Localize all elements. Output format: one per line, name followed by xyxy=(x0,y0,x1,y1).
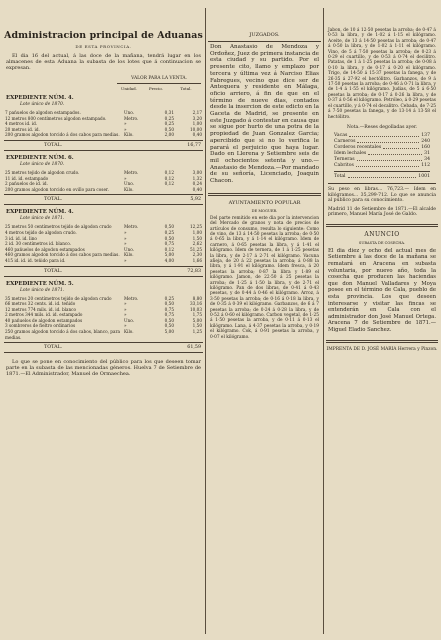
cell-unit: Kilo. xyxy=(124,252,134,258)
left-column xyxy=(4,0,203,640)
cell-desc: 4 metros id. id. xyxy=(5,121,38,127)
total-value: 5,92 xyxy=(190,197,201,203)
cell-total: 1,50 xyxy=(192,235,202,241)
peso-text: Su peso en libras... 76,723.— Idem en kilógramos... 35,299·712. Lo que se anuncia al público para su conocimiento. xyxy=(328,186,436,204)
imprenta-footer: IMPRENTA DE D. JOSÉ MARIA Herrera y Pinzon. xyxy=(326,346,438,352)
cell-total: 12,25 xyxy=(190,224,202,230)
cell-desc: 415 id. id. id. teñido para id. xyxy=(5,257,66,263)
expediente-lote: Lote único de 1871. xyxy=(20,216,65,222)
closing-paragraph: Lo que se pone en conocimiento del público para los que deseen tomar parte en la subasta de las mencionadas géneros. Huelva 7 de Setiembre de 1871.—El Administrador, Manuel de Ormaechea. xyxy=(6,359,201,378)
cell-total: 0,24 xyxy=(192,181,202,187)
cell-price: 0,75 xyxy=(164,241,174,247)
cell-desc: 200 gramos algodon torcido en ovillo para coser. xyxy=(5,186,109,192)
cell-price: 0,12 xyxy=(164,246,174,252)
table-row xyxy=(4,187,203,193)
main-title: Administracion principal de Aduanas xyxy=(4,30,203,41)
cell-desc: 3 sombreros de fieltro ordinarios xyxy=(5,323,76,329)
cell-price xyxy=(147,187,175,193)
cell-desc: 35 metros 20 centímetros tejido de algodon crudo xyxy=(5,295,112,301)
cell-price: 4,00 xyxy=(164,257,174,263)
cell-desc: 3 id. id. id. lino xyxy=(5,235,37,241)
prices-text: Jabon, de 10 á 12·50 pesetas la arroba; de 0·47 á 0·53 la libra, y de 1·02 á 1·15 el kilógramo. Aceite, de 13 á 14·50 pesetas la arroba; de 0·47 á 0·50 la libra, y de 1·02 á 1·11 el kilógramo. Vino, de 5 á 7·50 pesetas la arroba; de 0·23 á 0·29 el cuartillo, y de 0·53 á 0·74 el decilitro. Patatas, de 1 á 1·25 pesetas la arroba; de 0·08 á 0·10 la libra, y de 0·17 á 0·20 el kilógramo. Trigo, de 14·50 á 15·37 pesetas la fanega, y de 26·35 á 27·92 el hectólitro. Garbanzos, de 9 á 17·50 pesetas la arroba; de 0·46 á 0·71 la libra, y de 1·4 á 1·55 el kilógramo. Judias, de 5 á 6·50 pesetas la arroba; de 0·17 á 0·26 la libra, y de 0·37 á 0·56 el kilógramo. Petróleo, á 0·29 pesetas el cuartillo, y á 0·74 el decalitro. Cebada, de 7·25 á 7·50 pesetas la fanega, y de 13·14 á 13·58 el hectólitro. xyxy=(328,28,436,120)
cell-unit: Metro. xyxy=(124,224,139,230)
reses-value: 240 xyxy=(421,138,430,144)
reses-label: Terneras xyxy=(334,156,355,162)
cell-desc: 250 gramos algodon torcido á dos cabos, blanco, para medias. xyxy=(5,329,120,340)
cell-unit: » xyxy=(124,229,127,235)
cell-unit: » xyxy=(124,235,127,241)
cell-total: 1,00 xyxy=(192,121,202,127)
reses-value: 34 xyxy=(424,156,430,162)
expediente-heading: EXPEDIENTE NÚM. 5. xyxy=(6,280,74,287)
cell-total: 2,17 xyxy=(192,110,202,115)
total-value: 16,77 xyxy=(187,142,201,148)
reses-label: Vacas xyxy=(334,132,348,138)
cell-price: 0,12 xyxy=(164,175,174,181)
cell-desc: 11 id. id. estampado xyxy=(5,175,49,181)
cell-price: 0,12 xyxy=(164,181,174,187)
juzgados-text: Don Anastasio de Mendoza y Ordoñez, Juez de primera instancia de esta ciudad y su partido. Por el presente cito, llamo y emplazo por tercera y última vez á Narciso Elias Fabregues, vecino que dice ser de Antequera y residente en Málaga, oficio arriero, á fin de que en el término de nueve dias, contados desde la insercion de este edicto en la Gaceta de Madrid, se presente en este Juzgado á contestar en causa que se sigue por hurto de una potra de la propiedad de Juan Gonzalez Garcia; apercibido que si no lo verifica le parará el perjuicio que haya lugar. Dado en Llerena y Setiembre seis de mil ochocientos setenta y uno.—Anastasio de Mendoza.—Por mandado de su señoría, Licenciado, Joaquin Chacon. xyxy=(210,44,319,185)
reses-total-value: 1001 xyxy=(418,173,430,179)
main-subtitle: DE ESTA PROVINCIA. xyxy=(75,44,132,49)
valor-header-row xyxy=(6,76,201,91)
cell-price: 0,75 xyxy=(164,312,174,318)
cell-unit: Kilo. xyxy=(124,132,134,138)
peso-signature: Madrid 11 de Setiembre de 1871.—El alcalde primero, Manuel María José de Galdo. xyxy=(328,206,436,218)
table-row xyxy=(4,132,203,138)
cell-total: 0,40 xyxy=(192,186,202,192)
cell-desc: 2 id. 30 centímetros id. blanco. xyxy=(5,241,72,247)
expediente-block xyxy=(4,155,203,205)
cell-unit: Uno. xyxy=(124,181,135,187)
cell-price: 0,25 xyxy=(164,121,174,127)
expediente-table xyxy=(4,224,203,263)
cell-total: 1,75 xyxy=(192,312,202,318)
cell-price: 0,50 xyxy=(164,323,174,329)
cell-price: 0,25 xyxy=(164,115,174,121)
cell-desc: 4 metros tejido de algodon crudo. xyxy=(5,229,77,235)
cell-desc: 2 pañuelos de id. id. xyxy=(5,181,48,187)
cell-price: 0,12 xyxy=(164,169,174,175)
col-total: Total. xyxy=(180,86,192,91)
cell-price: 0,50 xyxy=(164,126,174,132)
expediente-lote: Lote único de 1871. xyxy=(20,287,65,293)
cell-desc: 200 gramos algodon torcido á dos cabos para medias. xyxy=(5,132,120,138)
cell-desc: 7 pañuelos de algodon estampados. xyxy=(5,110,81,115)
col-unidad: Unidad. xyxy=(120,86,137,91)
cell-total: 5,00 xyxy=(192,317,202,323)
cell-desc: 12 metros 800 centímetros algodon estampado. xyxy=(5,115,107,121)
cell-desc: 25 metros 50 centímetros tejido de algodon crudo xyxy=(5,224,112,230)
cell-unit: » xyxy=(124,257,127,263)
cell-price: 0,31 xyxy=(164,110,174,115)
total-label: TOTAL. xyxy=(44,142,63,148)
cell-total: 33,16 xyxy=(190,301,202,307)
expediente-block xyxy=(4,281,203,354)
juzgados-title: JUZGADOS. xyxy=(249,32,280,38)
cell-unit: Metro. xyxy=(124,169,139,175)
cell-unit: » xyxy=(124,121,127,127)
total-label: TOTAL. xyxy=(44,197,63,203)
cell-desc: 460 gramos algodon torcido á dos cabos para medias. xyxy=(5,252,120,258)
cell-unit: » xyxy=(124,241,127,247)
cell-total: 0,40 xyxy=(192,132,202,138)
cell-unit: » xyxy=(124,306,127,312)
cell-price: 0,75 xyxy=(164,306,174,312)
cell-unit: » xyxy=(124,126,127,132)
cell-unit: Uno. xyxy=(124,246,135,252)
list-item xyxy=(334,163,430,169)
cell-total: 2,30 xyxy=(192,252,202,258)
cell-unit: » xyxy=(124,301,127,307)
cell-unit: Kilo. xyxy=(124,186,134,192)
total-label: TOTAL. xyxy=(44,268,63,274)
expediente-block xyxy=(4,95,203,151)
total-label: TOTAL. xyxy=(44,345,63,351)
expediente-lote: Lote único de 1870. xyxy=(20,161,65,167)
cell-total: 8,80 xyxy=(192,295,202,301)
reses-value: 112 xyxy=(421,162,430,168)
reses-label: Idem lechales xyxy=(334,150,367,156)
expediente-heading: EXPEDIENTE NÚM. 6. xyxy=(6,154,74,161)
cell-unit: Metro. xyxy=(124,115,139,121)
total-value: 72,83 xyxy=(187,268,201,274)
anuncio-subtitle: SUBASTA DE COSECHA. xyxy=(358,240,406,245)
cell-price: 5,00 xyxy=(164,252,174,258)
cell-unit: Uno. xyxy=(124,110,135,115)
cell-price: 0,50 xyxy=(164,301,174,307)
expediente-lote: Lote único de 1870. xyxy=(20,102,65,107)
reses-label: Carneros xyxy=(334,138,356,144)
expediente-block xyxy=(4,209,203,276)
reses-value: 160 xyxy=(421,144,430,150)
cell-desc: 460 pañuelos de algodon estampados xyxy=(5,246,85,252)
expediente-total-row xyxy=(4,342,203,353)
expediente-heading: EXPEDIENTE NÚM. 4. xyxy=(6,95,74,101)
ayuntamiento-text: Del parte remitido en este dia por la intervencion del Mercado de granos y nota de precios de artículos de consumo, resulta lo siguiente: Como de vino, de 13 á 14·50 pesetas la arroba; de 0·50 á 0·65 la libra, y á 1·14 el kilógramo. Idem de carnero, á 0·65 pesetas la libra, y á 1·41 el kilógramo. Idem de ternera, de 1 á 1·25 pesetas la libra, y de 2·17 á 2·71 el kilógramo. Vacuna añeja, de 20 á 22 pesetas la arroba; á 0·88 la libra, y á 1·91 el kilógramo. Idem fresca, á 20 pesetas la arroba; 0·87 la libra y 1·89 el kilógramo. Jamon, de 22·50 á 25 pesetas la arroba; de 1·25 á 1·50 la libra, y de 2·71 el kilógramo. Pan de dos libras, de 0·41 á 0·43 pesetas, y de 0·44 á 0·46 el kilógramo. Arroz, á 3·50 pesetas la arroba; de 0·16 á 0·18 la libra, y de 0·35 á 0·39 el kilógramo. Garbanzos, de 6 á 7 pesetas la arroba; de 0·24 á 0·28 la libra, y de 0·52 á 0·60 el kilógramo. Carbon vegetal, de 1·25 á 1·50 pesetas la arroba, y de 0·11 á 0·13 el kilógramo. Lana, á 4·37 pesetas la arroba, y 0·19 el kilógramo. Cok, á 0·91 pesetas la arroba, y 0·07 el kilógramo. xyxy=(210,215,319,340)
cell-unit: Metro. xyxy=(124,295,139,301)
cell-unit: Kilo. xyxy=(124,329,134,335)
expediente-total-row xyxy=(4,194,203,205)
cell-total: 10,03 xyxy=(190,306,202,312)
expediente-table xyxy=(4,110,203,138)
col-precio: Precio. xyxy=(148,86,164,91)
expediente-table xyxy=(4,170,203,192)
cell-total: 10,00 xyxy=(190,126,202,132)
expediente-total-row xyxy=(4,140,203,151)
reses-value: 137 xyxy=(421,132,430,138)
reses-total-label: Total xyxy=(334,173,346,179)
column-divider xyxy=(205,8,206,634)
cell-unit: » xyxy=(124,312,127,318)
cell-total: 1,25 xyxy=(192,329,202,335)
cell-price: 2,00 xyxy=(164,132,174,138)
ayuntamiento-subtitle: DE MOGUER. xyxy=(251,208,278,213)
reses-value: 31 xyxy=(424,150,430,156)
cell-price: 0,50 xyxy=(164,235,174,241)
column-divider xyxy=(323,8,324,634)
cell-desc: 40 pañuelos de algodon estampados xyxy=(5,317,83,323)
cell-unit: » xyxy=(124,323,127,329)
middle-column xyxy=(208,0,321,640)
cell-total: 3,20 xyxy=(192,115,202,121)
cell-desc: 25 metros tejido de algodon crudo. xyxy=(5,169,80,175)
cell-total: 3,00 xyxy=(192,169,202,175)
reses-label: Corderos recentales xyxy=(334,144,382,150)
reses-list xyxy=(326,133,438,169)
cell-price: 0,25 xyxy=(164,229,174,235)
cell-price: 0,50 xyxy=(164,224,174,230)
cell-desc: 20 metros id. id. xyxy=(5,126,40,132)
cell-total: 2,62 xyxy=(192,241,202,247)
cell-desc: 12 metros 774 mils. id. id. blanco xyxy=(5,306,77,312)
cell-price: 5,00 xyxy=(164,329,174,335)
reses-title: Nota.—Reses degolladas ayer. xyxy=(346,124,418,130)
expediente-table xyxy=(4,296,203,341)
valor-header: VALOR PARA LA VENTA. xyxy=(131,76,187,81)
cell-total: 1,00 xyxy=(192,229,202,235)
cell-desc: 2 metros 344 mils. id. id. estampado xyxy=(5,312,83,318)
cell-total: 51,25 xyxy=(190,246,202,252)
cell-unit: » xyxy=(124,175,127,181)
expedientes-list xyxy=(4,95,203,353)
cell-total: 1,66 xyxy=(192,257,202,263)
expediente-total-row xyxy=(4,266,203,277)
cell-total: 1,32 xyxy=(192,175,202,181)
cell-desc: 66 metros 32 cents. id. id. teñido xyxy=(5,301,76,307)
intro-paragraph: El dia 16 del actual, á las doce de la mañana, tendrá lugar en los almacenes de esta Aduana la subasta de los lotes que á continuacion se expresan. xyxy=(6,53,201,71)
cell-total: 1,50 xyxy=(192,323,202,329)
table-row xyxy=(4,258,203,264)
cell-price: 0,50 xyxy=(164,317,174,323)
right-column xyxy=(326,0,438,640)
total-value: 61,59 xyxy=(187,345,201,351)
table-row xyxy=(4,329,203,340)
reses-label: Cabritos xyxy=(334,162,354,168)
expediente-heading: EXPEDIENTE NÚM. 4. xyxy=(6,209,74,216)
reses-total-row xyxy=(334,174,430,180)
anuncio-text: El dia diez y ocho del actual mes de Setiembre á las doce de la mañana se rematará en Aracena en subasta voluntaria, por nuevo año, toda la cosecha que producen las haciendas que don Manuel Valladares y Moya posee en el término de Cala, pueblo de esta provincia. Los que deseen interesarse y visitar las fincas se entenderán en Cala con el administrador don José Manuel Ortega. Aracena 7 de Setiembre de 1871.—Miguel Eladio Sanchez. xyxy=(328,247,436,333)
ayuntamiento-title: AYUNTAMIENTO POPULAR xyxy=(228,199,301,206)
anuncio-title: ANUNCIO xyxy=(364,230,400,238)
cell-price: 0,25 xyxy=(164,295,174,301)
cell-unit: Uno. xyxy=(124,317,135,323)
